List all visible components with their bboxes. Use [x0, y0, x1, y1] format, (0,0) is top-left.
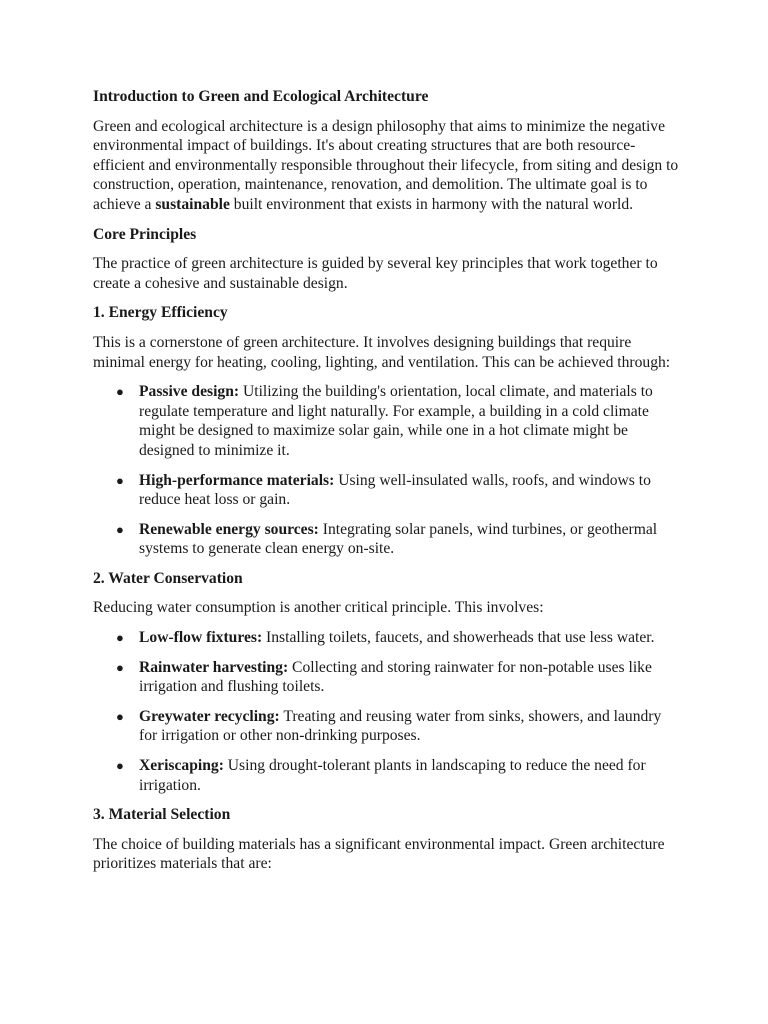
material-selection-heading: 3. Material Selection: [93, 806, 231, 824]
list-item-term: Xeriscaping:: [139, 757, 224, 775]
material-selection-paragraph: The choice of building materials has a significant environmental impact. Green architecture prioritizes materials that are:: [93, 835, 665, 873]
core-principles-paragraph: The practice of green architecture is guided by several key principles that work together to create a cohesive and sustainable design.: [93, 255, 658, 292]
list-item: [93, 471, 682, 510]
bullet-icon: ●: [116, 384, 124, 400]
list-item-desc: Using drought-tolerant plants in landscaping to reduce the need for irrigation.: [139, 757, 646, 794]
list-item-term: Low-flow fixtures:: [139, 629, 263, 647]
document-title: Introduction to Green and Ecological Architecture: [93, 88, 429, 105]
list-item-desc: Installing toilets, faucets, and showerheads that use less water.: [262, 629, 655, 647]
list-item-desc: Using well-insulated walls, roofs, and windows to reduce heat loss or gain.: [139, 471, 651, 509]
list-item-term: Passive design:: [139, 383, 240, 401]
list-item-term: Rainwater harvesting:: [139, 658, 289, 676]
list-item: [93, 756, 682, 795]
water-conservation-heading: 2. Water Conservation: [93, 569, 243, 587]
list-item-desc: Utilizing the building's orientation, local climate, and materials to regulate temperature and light naturally. For example, a building in a cold climate might be designed to maximize solar gain, while one in a hot climate might be designed to minimize it.: [139, 383, 653, 459]
energy-efficiency-heading: 1. Energy Efficiency: [93, 304, 228, 322]
intro-bold-term: sustainable: [155, 195, 230, 213]
list-item-term: Greywater recycling:: [139, 707, 280, 725]
list-item-desc: Collecting and storing rainwater for non-potable uses like irrigation and flushing toilets.: [139, 658, 652, 696]
intro-text-start: Green and ecological architecture is a design philosophy that aims to minimize the negative environmental impact of buildings. It's about creating structures that are both resource-efficient and environmentally responsible throughout their lifecycle, from siting and design to construction, operation, maintenance, renovation, and demolition. The ultimate goal is to achieve a: [93, 117, 679, 213]
list-item: [93, 382, 682, 460]
list-item: [93, 658, 682, 697]
bullet-icon: ●: [116, 659, 124, 675]
bullet-icon: ●: [116, 521, 124, 537]
list-item-term: High-performance materials:: [139, 471, 335, 489]
energy-efficiency-paragraph: This is a cornerstone of green architecture. It involves designing buildings that require minimal energy for heating, cooling, lighting, and ventilation. This can be achieved through:: [93, 333, 671, 371]
list-item: [93, 628, 682, 648]
intro-paragraph: [93, 117, 682, 215]
bullet-icon: ●: [116, 758, 124, 774]
list-item-desc: Integrating solar panels, wind turbines, or geothermal systems to generate clean energy on-site.: [139, 520, 658, 558]
bullet-icon: ●: [116, 708, 124, 724]
water-conservation-list: [93, 628, 682, 795]
bullet-icon: ●: [116, 630, 124, 646]
list-item: [93, 707, 682, 746]
bullet-icon: ●: [116, 472, 124, 488]
core-principles-heading: Core Principles: [93, 225, 197, 243]
list-item-term: Renewable energy sources:: [139, 520, 319, 538]
water-conservation-paragraph: Reducing water consumption is another critical principle. This involves:: [93, 599, 544, 617]
energy-efficiency-list: [93, 382, 682, 559]
intro-text-end: built environment that exists in harmony with the natural world.: [229, 195, 634, 213]
list-item: [93, 520, 682, 559]
list-item-desc: Treating and reusing water from sinks, showers, and laundry for irrigation or other non-drinking purposes.: [139, 707, 662, 745]
